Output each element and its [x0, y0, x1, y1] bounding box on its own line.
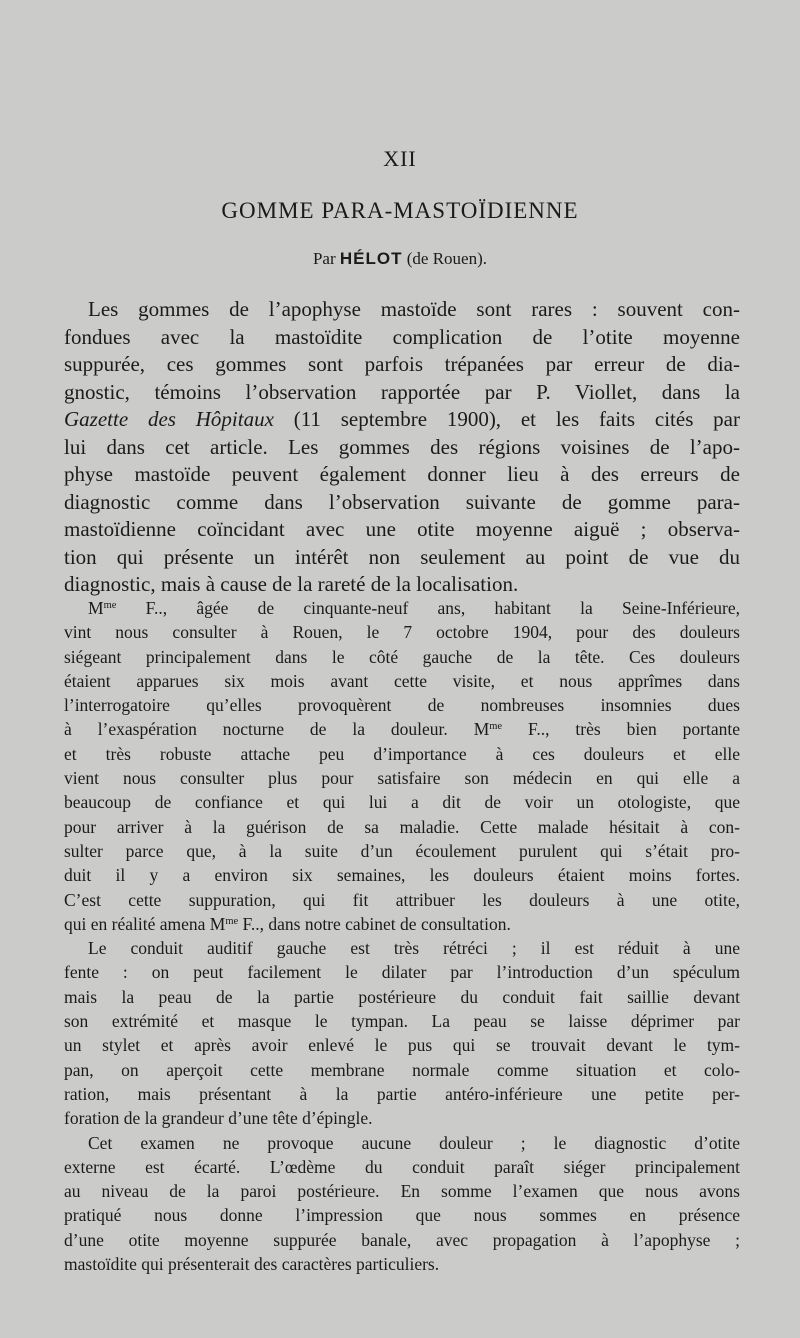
text-line: diagnostic comme dans l’observation suivante de gomme para- [64, 489, 740, 514]
text-line: et très robuste attache peu d’importance à ces douleurs et elle [64, 743, 740, 764]
text-line: fondues avec la mastoïdite complication de l’otite moyenne [64, 324, 740, 349]
text-line: tion qui présente un intérêt non seulement au point de vue du [64, 544, 740, 569]
text-line: étaient apparues six mois avant cette visite, et nous apprîmes dans [64, 670, 740, 691]
text-line: au niveau de la paroi postérieure. En somme l’examen que nous avons [64, 1181, 740, 1202]
superscript: me [103, 600, 117, 612]
text-line: mais la peau de la partie postérieure du conduit fait saillie devant [64, 986, 740, 1007]
text-line: $M^{me}$ F.., âgée de cinquante-neuf ans, habitant la Seine-Inférieure, [88, 598, 740, 618]
text-line: siégeant principalement dans le côté gauche de la tête. Ces douleurs [64, 646, 740, 667]
text-line: d’une otite moyenne suppurée banale, avec propagation à l’apophyse ; [64, 1229, 740, 1250]
byline-author: HÉLOT [339, 249, 403, 268]
text-line: beaucoup de confiance et qui lui a dit de voir un otologiste, que [64, 792, 740, 813]
text-line: suppurée, ces gommes sont parfois trépanées par erreur de dia- [64, 352, 740, 376]
text-line: vient nous consulter plus pour satisfaire son médecin en qui elle a [64, 768, 740, 789]
article-title: GOMME PARA-MASTOÏDIENNE [221, 198, 579, 223]
text-line: l’interrogatoire qu’elles provoquèrent de nombreuses insomnies dues [64, 695, 740, 716]
text-line: Les gommes de l’apophyse mastoïde sont rares : souvent con- [88, 297, 740, 321]
text-line: physe mastoïde peuvent également donner lieu à des erreurs de [64, 462, 740, 486]
superscript: me [489, 721, 503, 733]
intro-paragraph [64, 296, 740, 599]
chapter-number: XII [383, 146, 417, 171]
text-line: duit il y a environ six semaines, les douleurs étaient moins fortes. [64, 865, 740, 886]
text-line: vint nous consulter à Rouen, le 7 octobre 1904, pour des douleurs [64, 622, 740, 643]
text-line: pour arriver à la guérison de sa maladie. Cette malade hésitait à con- [64, 816, 740, 837]
text-line: qui en réalité amena $M^{me}$ F.., dans notre cabinet de consultation. [64, 913, 511, 934]
text-line: à l’exaspération nocturne de la douleur. $M^{me}$ F.., très bien portante [64, 719, 740, 740]
text-line: ration, mais présentant à la partie antéro-inférieure une petite per- [64, 1083, 740, 1104]
text-line: pratiqué nous donne l’impression que nous sommes en présence [64, 1205, 740, 1226]
text-line: foration de la grandeur d’une tête d’épingle. [64, 1108, 373, 1129]
superscript: me [225, 916, 239, 928]
text-line: Le conduit auditif gauche est très rétréci ; il est réduit à une [88, 938, 740, 959]
text-line: C’est cette suppuration, qui fit attribuer les douleurs à une otite, [64, 889, 740, 910]
case-report [64, 596, 740, 1276]
text-line: gnostic, témoins l’observation rapportée par P. Viollet, dans la [64, 379, 740, 404]
text-line: sulter parce que, à la suite d’un écoulement purulent qui s’était pro- [64, 840, 740, 861]
byline-place: (de Rouen). [406, 249, 488, 268]
text-line: mastoïdienne coïncidant avec une otite moyenne aiguë ; observa- [64, 517, 740, 541]
text-line: Cet examen ne provoque aucune douleur ; le diagnostic d’otite [88, 1132, 740, 1153]
text-line: pan, on aperçoit cette membrane normale comme situation et colo- [64, 1059, 740, 1080]
text-line: son extrémité et masque le tympan. La peau se laisse déprimer par [64, 1011, 740, 1032]
byline-prefix: Par [312, 249, 336, 268]
journal-title: Gazette des Hôpitaux [64, 407, 274, 431]
byline [0, 249, 800, 269]
text-line: diagnostic, mais à cause de la rareté de la localisation. [64, 572, 519, 596]
text-line: Gazette des Hôpitaux (11 septembre 1900), et les faits cités par [64, 407, 740, 431]
text-line: lui dans cet article. Les gommes des régions voisines de l’apo- [64, 434, 740, 459]
text-line: un stylet et après avoir enlevé le pus qui se trouvait devant le tym- [64, 1035, 740, 1056]
text-line: mastoïdite qui présenterait des caractères particuliers. [64, 1254, 440, 1275]
text-line: fente : on peut facilement le dilater par l’introduction d’un spéculum [64, 962, 740, 983]
text-line: externe est écarté. L’œdème du conduit paraît siéger principalement [64, 1156, 740, 1177]
